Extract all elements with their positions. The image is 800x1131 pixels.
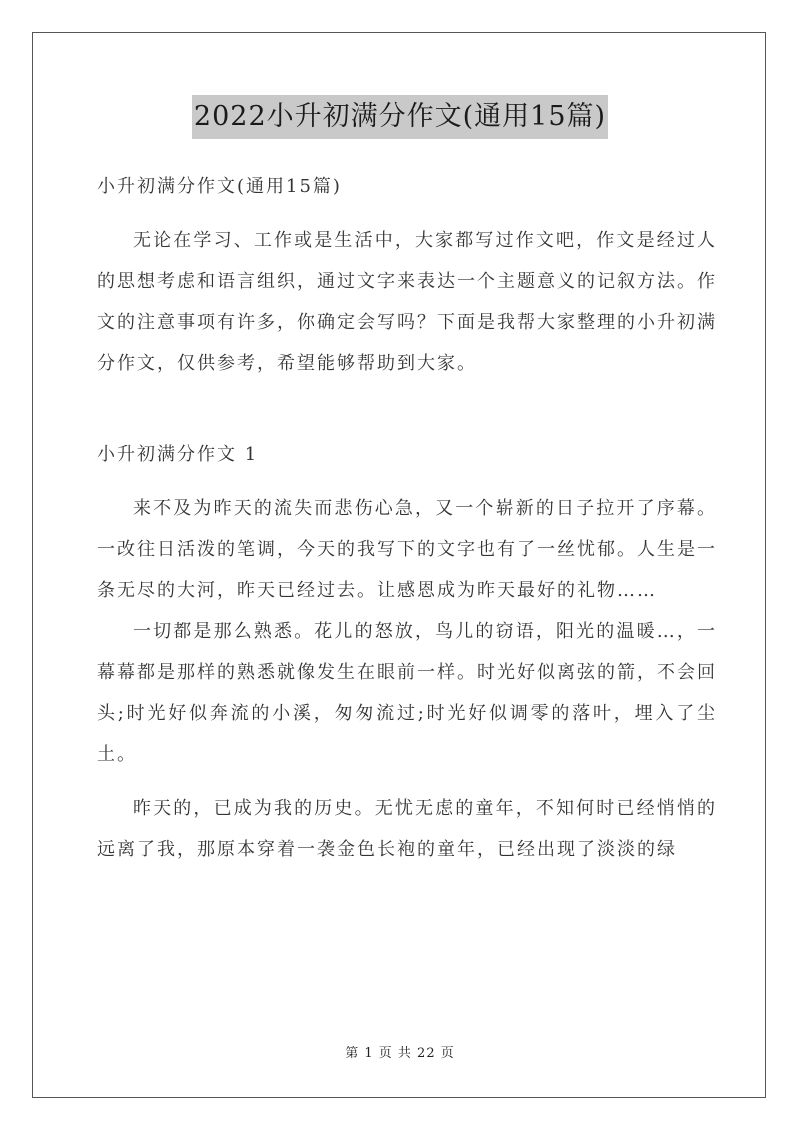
section-heading: 小升初满分作文 1: [97, 444, 259, 465]
body-paragraph: 昨天的，已成为我的历史。无忧无虑的童年，不知何时已经悄悄的远离了我，那原本穿着一袭金色长袍的童年，已经出现了淡淡的绿: [97, 798, 717, 860]
title-container: [0, 95, 800, 139]
page-footer: 第 1 页 共 22 页: [345, 1046, 455, 1061]
body-paragraph: 来不及为昨天的流失而悲伤心急，又一个崭新的日子拉开了序幕。一改往日活泼的笔调，今天的我写下的文字也有了一丝忧郁。人生是一条无尽的大河，昨天已经过去。让感恩成为昨天最好的礼物……: [97, 498, 717, 601]
spacer: [97, 775, 717, 788]
body-paragraph: 一切都是那么熟悉。花儿的怒放，鸟儿的窃语，阳光的温暖…，一幕幕都是那样的熟悉就像发生在眼前一样。时光好似离弦的箭，不会回头;时光好似奔流的小溪，匆匆流过;时光好似调零的落叶，埋入了尘土。: [97, 621, 717, 765]
document-title: 2022小升初满分作文(通用15篇): [192, 95, 608, 139]
document-body: [97, 166, 717, 870]
spacer: [97, 207, 717, 220]
document-subtitle: 小升初满分作文(通用15篇): [97, 176, 342, 197]
intro-paragraph: 无论在学习、工作或是生活中，大家都写过作文吧，作文是经过人的思想考虑和语言组织，通过文字来表达一个主题意义的记叙方法。作文的注意事项有许多，你确定会写吗？下面是我帮大家整理的小升初满分作文，仅供参考，希望能够帮助到大家。: [97, 230, 717, 374]
spacer: [97, 384, 717, 434]
spacer: [97, 475, 717, 488]
